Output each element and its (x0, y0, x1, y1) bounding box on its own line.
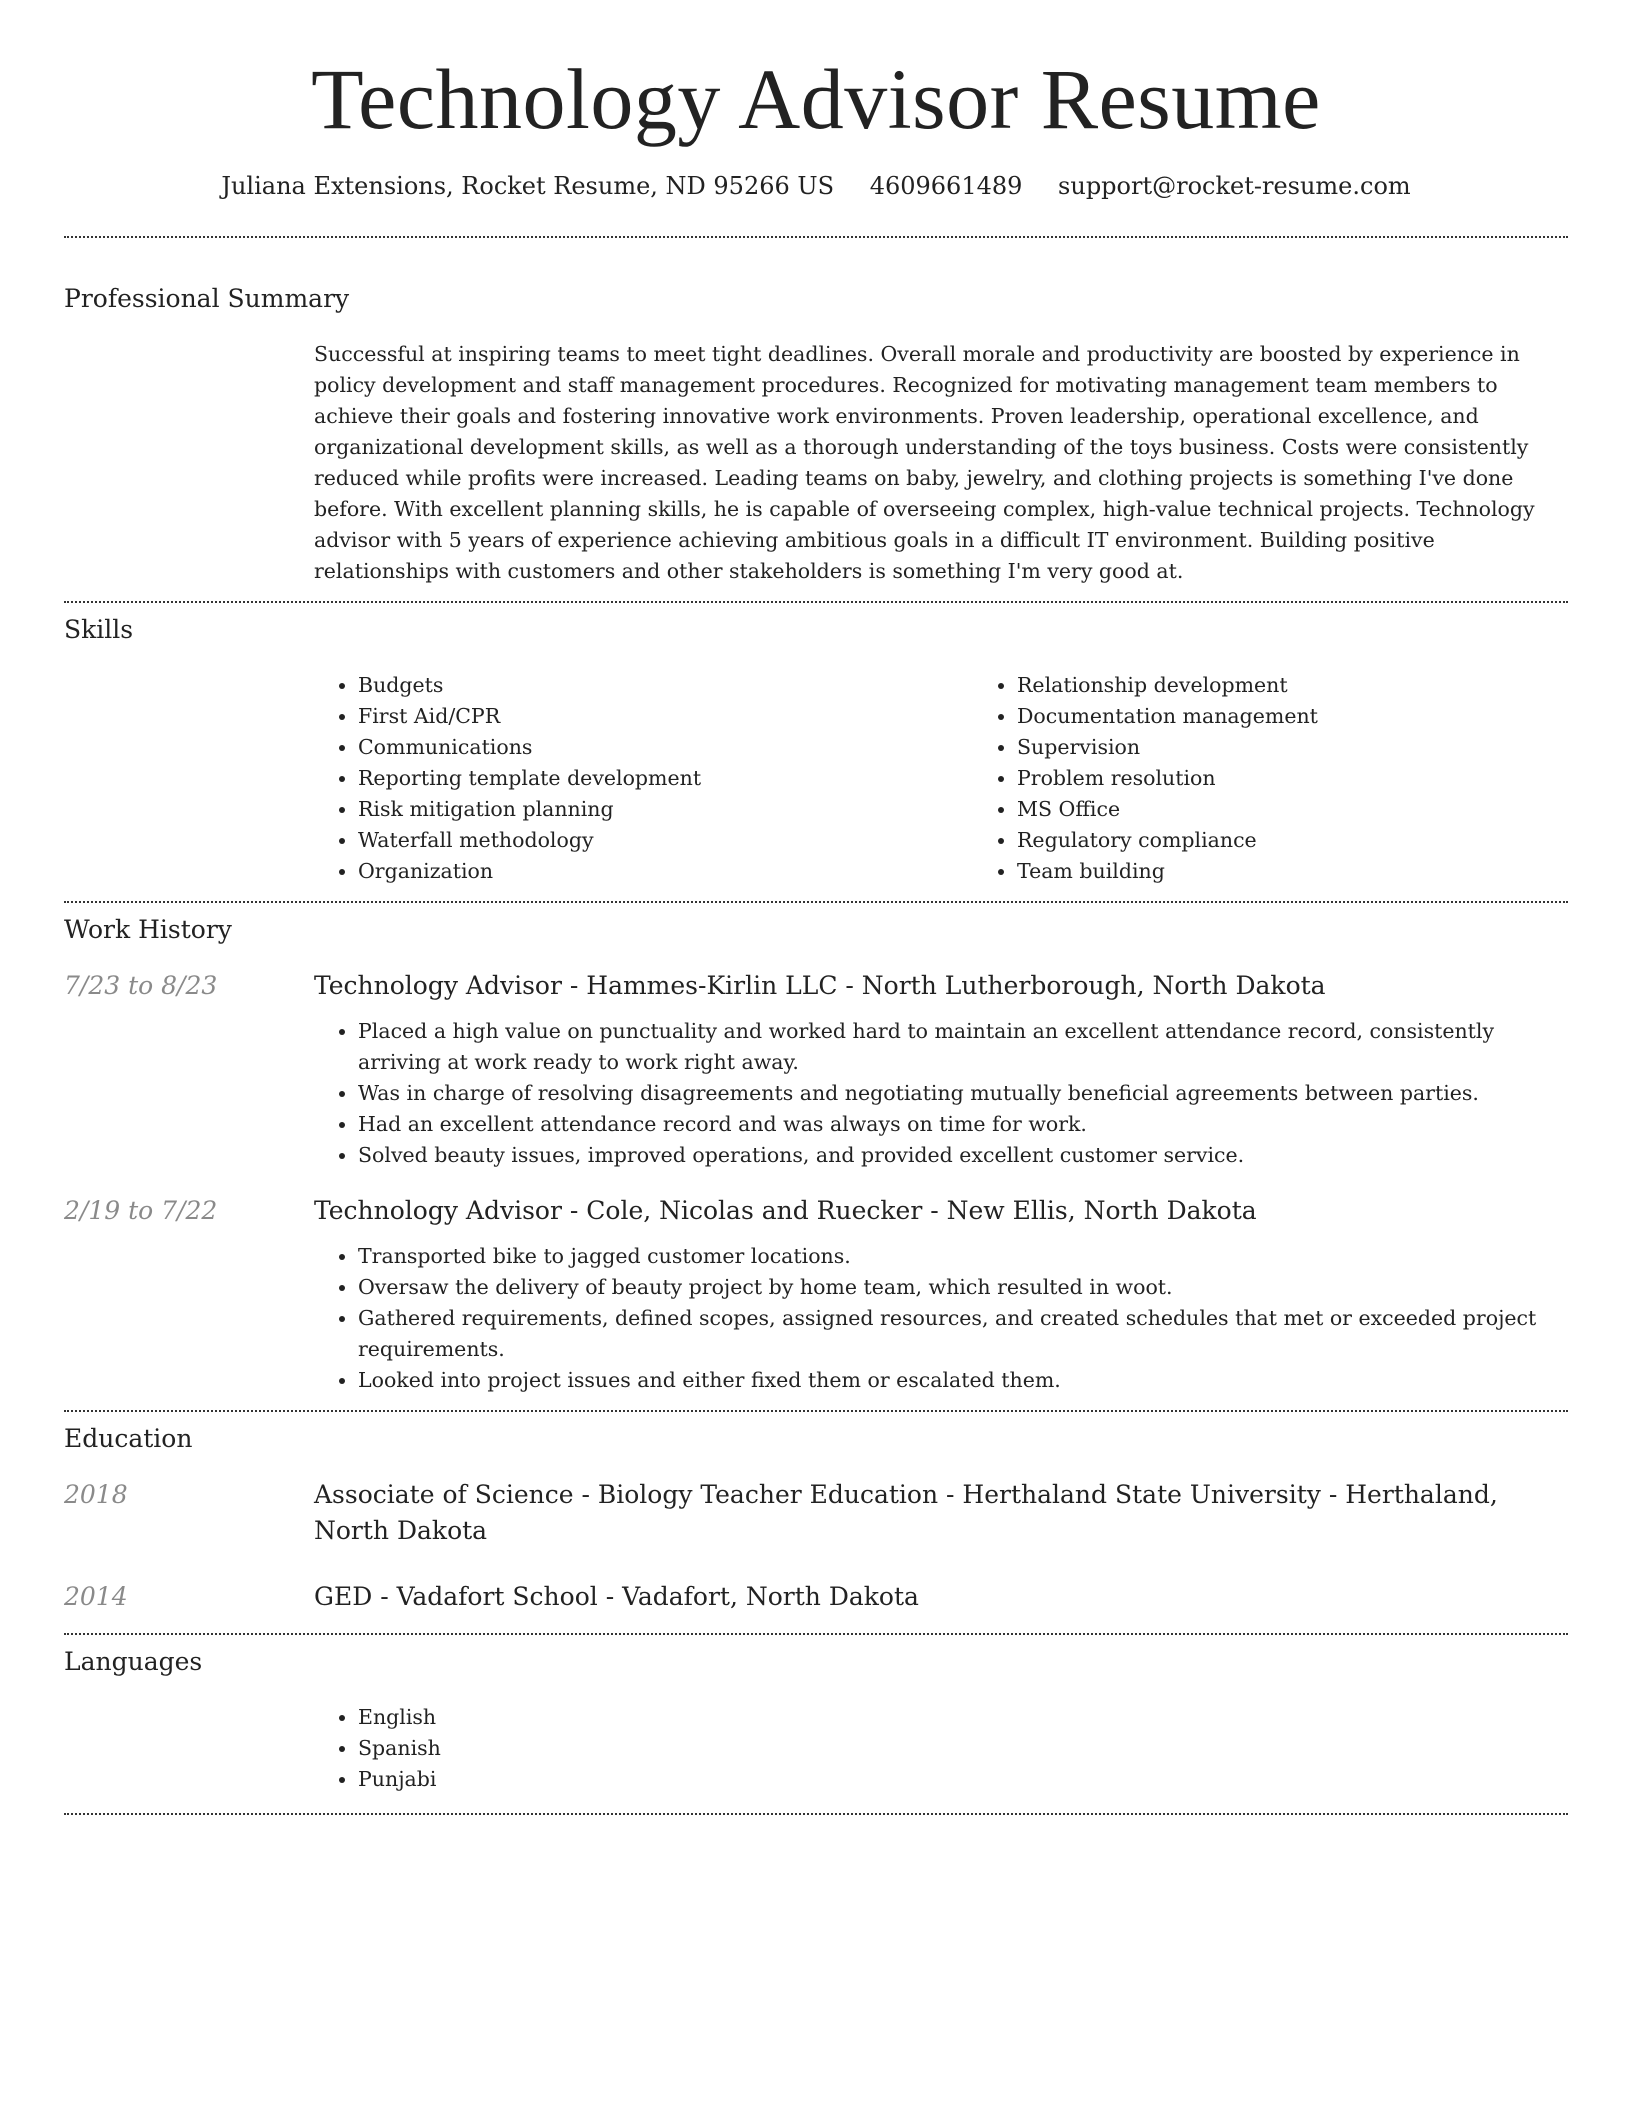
summary-body (314, 339, 1568, 587)
job-bullet: • Was in charge of resolving disagreements and negotiating mutually beneficial agreements between parties. (358, 1078, 1568, 1109)
education-entry (64, 1477, 1568, 1549)
job-body (314, 968, 1568, 1171)
resume-title: Technology Advisor Resume (311, 51, 1321, 147)
education-degree: GED (314, 1582, 373, 1611)
job-role: Technology Advisor (314, 971, 562, 1000)
job-bullets (314, 1241, 1568, 1396)
contact-address: Juliana Extensions, Rocket Resume, ND 95266 US (221, 172, 835, 200)
skills-row (64, 670, 1568, 887)
education-degree: Associate of Science - Biology Teacher Education (314, 1480, 939, 1509)
job-bullet: • Transported bike to jagged customer locations. (358, 1241, 1568, 1272)
education-entry (64, 1579, 1568, 1615)
job-bullet: • Oversaw the delivery of beauty project by home team, which resulted in woot. (358, 1272, 1568, 1303)
job-bullets (314, 1016, 1568, 1171)
job-employer: - Cole, Nicolas and Ruecker - New Ellis, North Dakota (561, 1196, 1257, 1225)
education-title (314, 1579, 1568, 1615)
summary-section (64, 238, 1568, 587)
skills-list-right (973, 670, 1568, 887)
languages-heading: Languages (64, 1647, 203, 1676)
job-role: Technology Advisor (314, 1196, 562, 1225)
skill-item: • Relationship development (1017, 670, 1568, 701)
summary-row (64, 339, 1568, 587)
education-title (314, 1477, 1568, 1549)
skills-heading: Skills (64, 615, 134, 644)
skills-spacer (64, 670, 314, 887)
contact-line (64, 172, 1568, 200)
language-item: • Punjabi (358, 1764, 1568, 1795)
contact-phone: 4609661489 (869, 172, 1023, 200)
skill-item: • First Aid/CPR (358, 701, 973, 732)
job-bullet: • Solved beauty issues, improved operations, and provided excellent customer service. (358, 1140, 1568, 1171)
job-bullet: • Placed a high value on punctuality and worked hard to maintain an excellent attendance record, consistently arriving at work ready to work right away. (358, 1016, 1568, 1078)
skills-list-left (314, 670, 973, 887)
work-heading: Work History (64, 915, 232, 944)
skill-item: • Documentation management (1017, 701, 1568, 732)
summary-heading: Professional Summary (64, 284, 350, 313)
languages-list (314, 1702, 1568, 1795)
education-heading: Education (64, 1424, 193, 1453)
languages-spacer (64, 1702, 314, 1795)
skills-section (64, 603, 1568, 887)
education-school: - Herthaland State University - Herthaland, North Dakota (314, 1480, 1498, 1545)
education-body (314, 1579, 1568, 1615)
job-entry (64, 968, 1568, 1171)
job-dates-text: 2/19 to 7/22 (64, 1196, 218, 1225)
job-body (314, 1193, 1568, 1396)
work-section (64, 903, 1568, 1396)
skill-item: • Risk mitigation planning (358, 794, 973, 825)
job-entry (64, 1193, 1568, 1396)
skill-item: • Communications (358, 732, 973, 763)
skill-item: • MS Office (1017, 794, 1568, 825)
job-dates-text: 7/23 to 8/23 (64, 971, 218, 1000)
skills-columns (314, 670, 1568, 887)
summary-spacer (64, 339, 314, 587)
job-bullet: • Had an excellent attendance record and was always on time for work. (358, 1109, 1568, 1140)
skill-item: • Reporting template development (358, 763, 973, 794)
education-body (314, 1477, 1568, 1549)
languages-section (64, 1635, 1568, 1795)
job-title (314, 968, 1568, 1004)
education-school: - Vadafort School - Vadafort, North Dakota (372, 1582, 919, 1611)
education-year-col (64, 1579, 314, 1615)
section-divider (64, 1813, 1568, 1815)
languages-body (314, 1702, 1568, 1795)
language-item: • English (358, 1702, 1568, 1733)
skill-item: • Budgets (358, 670, 973, 701)
summary-text: Successful at inspiring teams to meet tight deadlines. Overall morale and productivity are boosted by experience in policy development and staff management procedures. Recognized for motivating management team members to achieve their goals and fostering innovative work environments. Proven leadership, operational excellence, and organizational development skills, as well as a thorough understanding of the toys business. Costs were consistently reduced while profits were increased. Leading teams on baby, jewelry, and clothing projects is something I've done before. With excellent planning skills, he is capable of overseeing complex, high-value technical projects. Technology advisor with 5 years of experience achieving ambitious goals in a difficult IT environment. Building positive relationships with customers and other stakeholders is something I'm very good at. (314, 342, 1535, 583)
language-item: • Spanish (358, 1733, 1568, 1764)
languages-row (64, 1702, 1568, 1795)
skill-item: • Problem resolution (1017, 763, 1568, 794)
education-section (64, 1412, 1568, 1615)
education-year: 2018 (64, 1480, 128, 1509)
job-employer: - Hammes-Kirlin LLC - North Lutherborough, North Dakota (561, 971, 1326, 1000)
skill-item: • Team building (1017, 856, 1568, 887)
skill-item: • Supervision (1017, 732, 1568, 763)
job-bullet: • Looked into project issues and either fixed them or escalated them. (358, 1365, 1568, 1396)
job-dates (64, 968, 314, 1171)
skill-item: • Organization (358, 856, 973, 887)
skill-item: • Waterfall methodology (358, 825, 973, 856)
skill-item: • Regulatory compliance (1017, 825, 1568, 856)
contact-email: support@rocket-resume.com (1058, 172, 1411, 200)
job-title (314, 1193, 1568, 1229)
education-year: 2014 (64, 1582, 128, 1611)
education-year-col (64, 1477, 314, 1549)
job-dates (64, 1193, 314, 1396)
job-bullet: • Gathered requirements, defined scopes, assigned resources, and created schedules that met or exceeded project requirements. (358, 1303, 1568, 1365)
